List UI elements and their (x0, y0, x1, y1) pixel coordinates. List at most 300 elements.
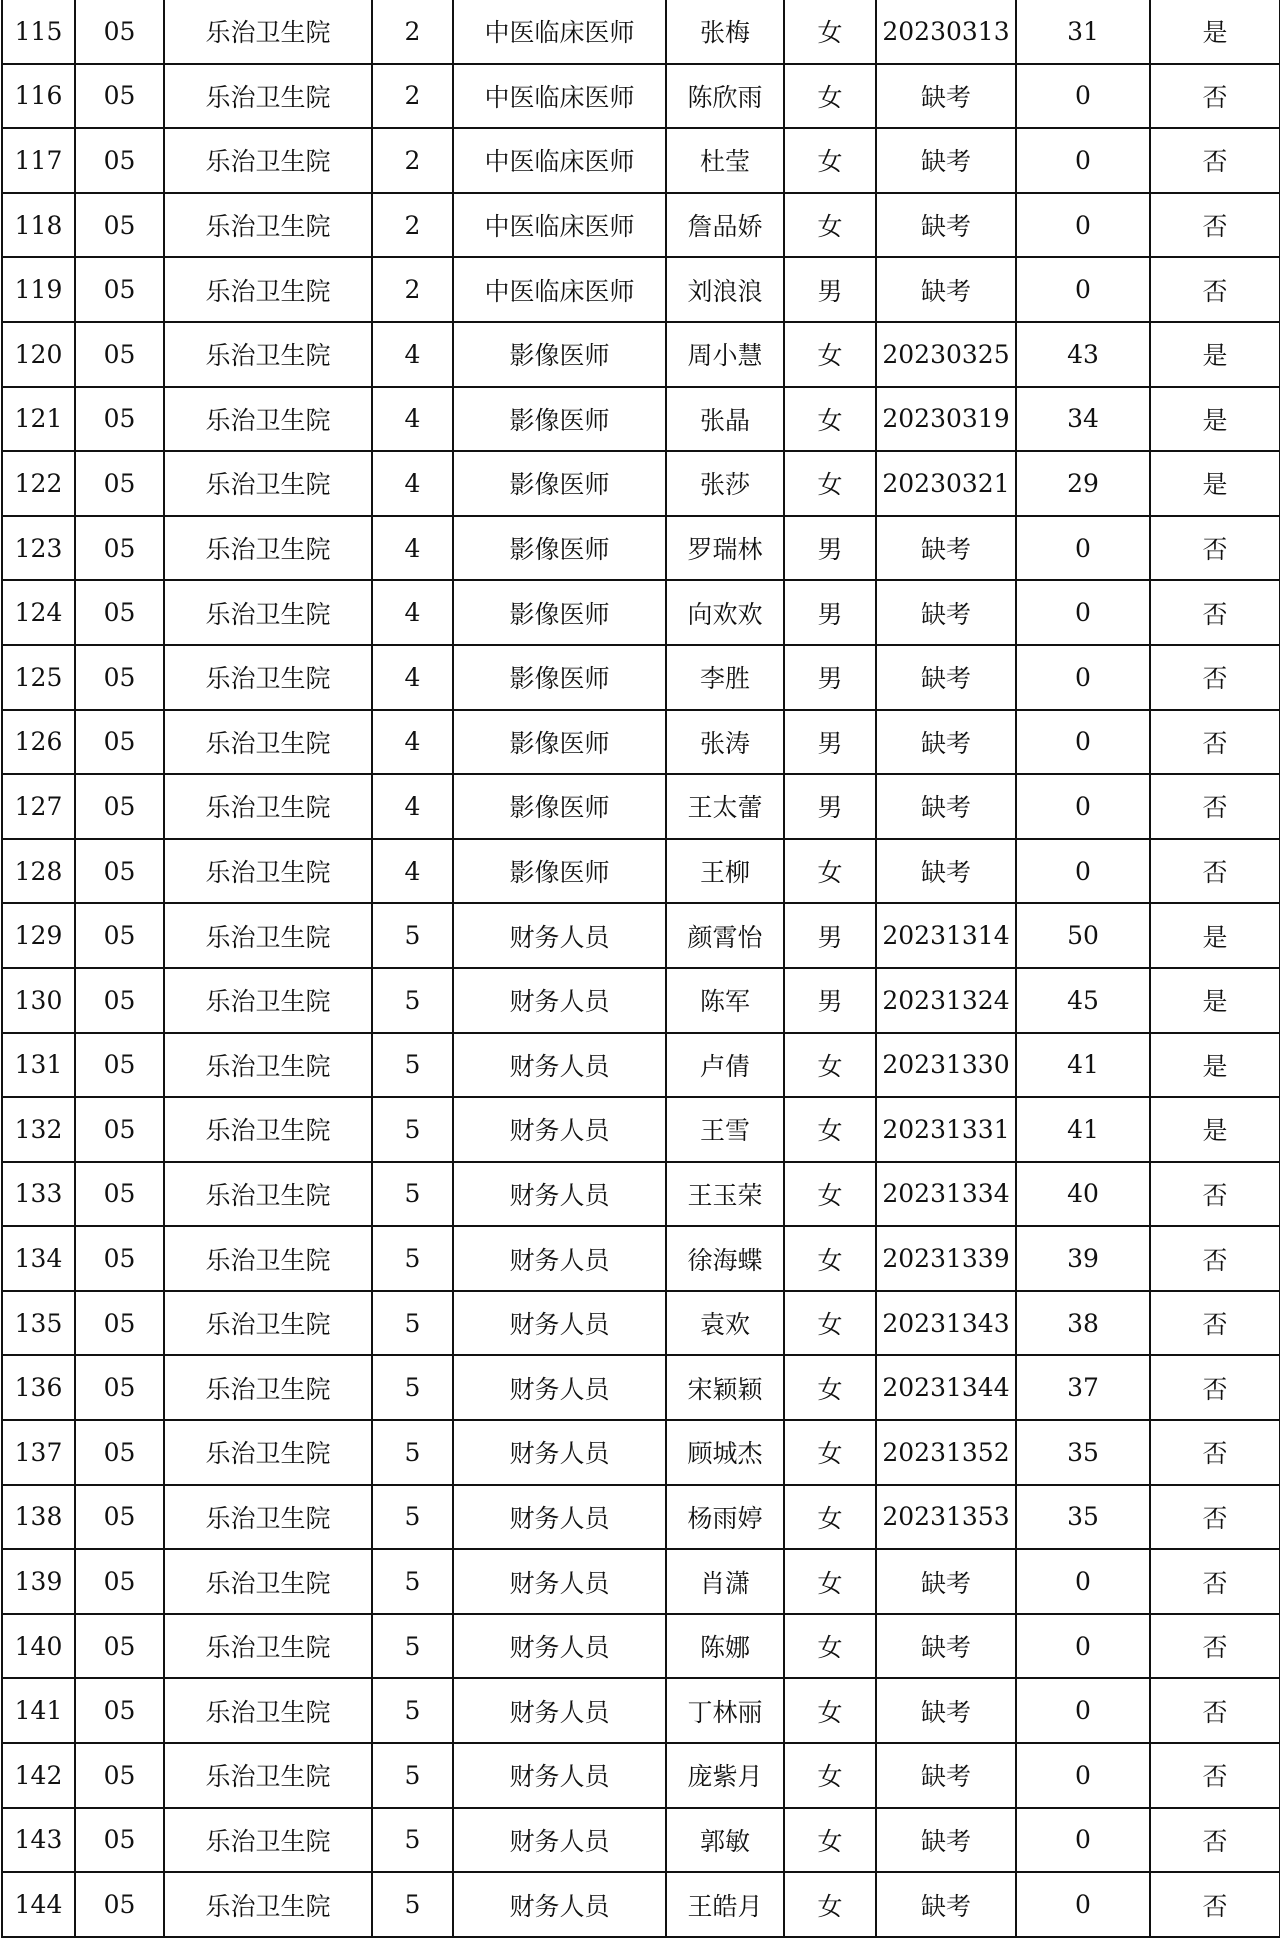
gender-cell: 男 (784, 516, 876, 581)
serial-number-cell: 141 (2, 1678, 75, 1743)
position-code-cell: 2 (372, 128, 453, 193)
table-row (2, 516, 1280, 581)
unit-code-cell: 05 (75, 1808, 164, 1873)
position-cell: 影像医师 (453, 580, 666, 645)
name-cell: 王皓月 (666, 1872, 784, 1937)
table-row (2, 1549, 1280, 1614)
gender-cell: 女 (784, 1808, 876, 1873)
institution-cell: 乐治卫生院 (164, 1097, 372, 1162)
serial-number-cell: 124 (2, 580, 75, 645)
qualified-cell: 否 (1150, 1420, 1280, 1485)
table-row (2, 1226, 1280, 1291)
unit-code-cell: 05 (75, 128, 164, 193)
institution-cell: 乐治卫生院 (164, 0, 372, 64)
serial-number-cell: 128 (2, 839, 75, 904)
institution-cell: 乐治卫生院 (164, 774, 372, 839)
gender-cell: 女 (784, 322, 876, 387)
exam-number-cell: 缺考 (876, 128, 1016, 193)
serial-number-cell: 120 (2, 322, 75, 387)
position-code-cell: 4 (372, 516, 453, 581)
exam-number-cell: 缺考 (876, 1872, 1016, 1937)
unit-code-cell: 05 (75, 1033, 164, 1098)
qualified-cell: 否 (1150, 257, 1280, 322)
position-code-cell: 4 (372, 580, 453, 645)
position-cell: 财务人员 (453, 1226, 666, 1291)
exam-number-cell: 缺考 (876, 193, 1016, 258)
position-code-cell: 2 (372, 257, 453, 322)
qualified-cell: 是 (1150, 322, 1280, 387)
unit-code-cell: 05 (75, 645, 164, 710)
score-cell: 0 (1016, 193, 1150, 258)
score-cell: 0 (1016, 774, 1150, 839)
position-cell: 影像医师 (453, 451, 666, 516)
unit-code-cell: 05 (75, 257, 164, 322)
position-cell: 影像医师 (453, 387, 666, 452)
exam-number-cell: 缺考 (876, 1678, 1016, 1743)
serial-number-cell: 122 (2, 451, 75, 516)
gender-cell: 男 (784, 645, 876, 710)
name-cell: 刘浪浪 (666, 257, 784, 322)
exam-number-cell: 缺考 (876, 516, 1016, 581)
institution-cell: 乐治卫生院 (164, 1485, 372, 1550)
table-row (2, 0, 1280, 64)
position-code-cell: 2 (372, 64, 453, 129)
serial-number-cell: 133 (2, 1162, 75, 1227)
score-cell: 50 (1016, 903, 1150, 968)
score-cell: 0 (1016, 1872, 1150, 1937)
score-cell: 29 (1016, 451, 1150, 516)
serial-number-cell: 123 (2, 516, 75, 581)
unit-code-cell: 05 (75, 903, 164, 968)
position-cell: 财务人员 (453, 1420, 666, 1485)
institution-cell: 乐治卫生院 (164, 1033, 372, 1098)
exam-number-cell: 缺考 (876, 1614, 1016, 1679)
name-cell: 陈军 (666, 968, 784, 1033)
exam-number-cell: 缺考 (876, 645, 1016, 710)
serial-number-cell: 140 (2, 1614, 75, 1679)
unit-code-cell: 05 (75, 580, 164, 645)
position-code-cell: 2 (372, 0, 453, 64)
score-cell: 0 (1016, 128, 1150, 193)
qualified-cell: 是 (1150, 1097, 1280, 1162)
position-cell: 影像医师 (453, 710, 666, 775)
position-cell: 影像医师 (453, 645, 666, 710)
table-row (2, 1485, 1280, 1550)
serial-number-cell: 134 (2, 1226, 75, 1291)
qualified-cell: 否 (1150, 193, 1280, 258)
institution-cell: 乐治卫生院 (164, 1355, 372, 1420)
score-cell: 41 (1016, 1097, 1150, 1162)
position-cell: 中医临床医师 (453, 193, 666, 258)
score-cell: 0 (1016, 839, 1150, 904)
score-cell: 41 (1016, 1033, 1150, 1098)
table-row (2, 839, 1280, 904)
gender-cell: 女 (784, 839, 876, 904)
gender-cell: 女 (784, 64, 876, 129)
position-code-cell: 5 (372, 1291, 453, 1356)
qualified-cell: 否 (1150, 1162, 1280, 1227)
institution-cell: 乐治卫生院 (164, 1743, 372, 1808)
position-code-cell: 4 (372, 839, 453, 904)
serial-number-cell: 129 (2, 903, 75, 968)
gender-cell: 男 (784, 774, 876, 839)
table-row (2, 1743, 1280, 1808)
position-code-cell: 4 (372, 645, 453, 710)
score-cell: 0 (1016, 516, 1150, 581)
qualified-cell: 是 (1150, 903, 1280, 968)
exam-number-cell: 20231352 (876, 1420, 1016, 1485)
table-row (2, 257, 1280, 322)
unit-code-cell: 05 (75, 1291, 164, 1356)
table-row (2, 580, 1280, 645)
institution-cell: 乐治卫生院 (164, 839, 372, 904)
unit-code-cell: 05 (75, 451, 164, 516)
position-cell: 财务人员 (453, 1485, 666, 1550)
table-row (2, 968, 1280, 1033)
unit-code-cell: 05 (75, 64, 164, 129)
unit-code-cell: 05 (75, 1097, 164, 1162)
qualified-cell: 否 (1150, 1808, 1280, 1873)
position-cell: 财务人员 (453, 1291, 666, 1356)
institution-cell: 乐治卫生院 (164, 1872, 372, 1937)
score-cell: 45 (1016, 968, 1150, 1033)
position-code-cell: 4 (372, 387, 453, 452)
unit-code-cell: 05 (75, 193, 164, 258)
gender-cell: 女 (784, 1162, 876, 1227)
qualified-cell: 是 (1150, 0, 1280, 64)
score-cell: 0 (1016, 1808, 1150, 1873)
institution-cell: 乐治卫生院 (164, 387, 372, 452)
position-cell: 财务人员 (453, 1808, 666, 1873)
position-cell: 财务人员 (453, 1355, 666, 1420)
serial-number-cell: 126 (2, 710, 75, 775)
gender-cell: 女 (784, 1485, 876, 1550)
exam-number-cell: 20230321 (876, 451, 1016, 516)
unit-code-cell: 05 (75, 774, 164, 839)
unit-code-cell: 05 (75, 1485, 164, 1550)
position-cell: 财务人员 (453, 968, 666, 1033)
qualified-cell: 否 (1150, 710, 1280, 775)
exam-number-cell: 20230319 (876, 387, 1016, 452)
table-row (2, 1808, 1280, 1873)
exam-number-cell: 缺考 (876, 839, 1016, 904)
table-row (2, 322, 1280, 387)
score-cell: 0 (1016, 257, 1150, 322)
exam-number-cell: 20231331 (876, 1097, 1016, 1162)
gender-cell: 女 (784, 0, 876, 64)
position-cell: 中医临床医师 (453, 64, 666, 129)
gender-cell: 女 (784, 387, 876, 452)
score-cell: 39 (1016, 1226, 1150, 1291)
institution-cell: 乐治卫生院 (164, 968, 372, 1033)
score-cell: 40 (1016, 1162, 1150, 1227)
gender-cell: 女 (784, 1743, 876, 1808)
score-cell: 0 (1016, 1743, 1150, 1808)
gender-cell: 女 (784, 1033, 876, 1098)
gender-cell: 女 (784, 1355, 876, 1420)
serial-number-cell: 144 (2, 1872, 75, 1937)
position-code-cell: 4 (372, 451, 453, 516)
position-code-cell: 5 (372, 1033, 453, 1098)
name-cell: 徐海蝶 (666, 1226, 784, 1291)
qualified-cell: 否 (1150, 128, 1280, 193)
qualified-cell: 否 (1150, 516, 1280, 581)
name-cell: 顾城杰 (666, 1420, 784, 1485)
unit-code-cell: 05 (75, 1162, 164, 1227)
table-row (2, 1678, 1280, 1743)
serial-number-cell: 143 (2, 1808, 75, 1873)
position-code-cell: 4 (372, 322, 453, 387)
exam-number-cell: 缺考 (876, 774, 1016, 839)
unit-code-cell: 05 (75, 1743, 164, 1808)
gender-cell: 女 (784, 1614, 876, 1679)
name-cell: 王雪 (666, 1097, 784, 1162)
qualified-cell: 否 (1150, 580, 1280, 645)
position-cell: 影像医师 (453, 322, 666, 387)
qualified-cell: 否 (1150, 1678, 1280, 1743)
serial-number-cell: 131 (2, 1033, 75, 1098)
table-row (2, 387, 1280, 452)
gender-cell: 女 (784, 193, 876, 258)
position-code-cell: 5 (372, 1097, 453, 1162)
name-cell: 杨雨婷 (666, 1485, 784, 1550)
name-cell: 罗瑞林 (666, 516, 784, 581)
score-cell: 43 (1016, 322, 1150, 387)
position-cell: 影像医师 (453, 516, 666, 581)
gender-cell: 男 (784, 903, 876, 968)
name-cell: 张晶 (666, 387, 784, 452)
unit-code-cell: 05 (75, 710, 164, 775)
exam-number-cell: 20231324 (876, 968, 1016, 1033)
score-cell: 37 (1016, 1355, 1150, 1420)
institution-cell: 乐治卫生院 (164, 1162, 372, 1227)
institution-cell: 乐治卫生院 (164, 128, 372, 193)
exam-number-cell: 缺考 (876, 1808, 1016, 1873)
exam-number-cell: 20231344 (876, 1355, 1016, 1420)
position-code-cell: 5 (372, 1614, 453, 1679)
table-row (2, 128, 1280, 193)
table-row (2, 645, 1280, 710)
exam-number-cell: 20231314 (876, 903, 1016, 968)
exam-number-cell: 20231339 (876, 1226, 1016, 1291)
serial-number-cell: 127 (2, 774, 75, 839)
serial-number-cell: 116 (2, 64, 75, 129)
serial-number-cell: 137 (2, 1420, 75, 1485)
exam-number-cell: 20231334 (876, 1162, 1016, 1227)
serial-number-cell: 136 (2, 1355, 75, 1420)
score-cell: 35 (1016, 1420, 1150, 1485)
serial-number-cell: 139 (2, 1549, 75, 1614)
name-cell: 袁欢 (666, 1291, 784, 1356)
qualified-cell: 是 (1150, 968, 1280, 1033)
unit-code-cell: 05 (75, 839, 164, 904)
qualified-cell: 否 (1150, 1549, 1280, 1614)
table-row (2, 1355, 1280, 1420)
table-row (2, 1614, 1280, 1679)
table-row (2, 903, 1280, 968)
name-cell: 陈欣雨 (666, 64, 784, 129)
unit-code-cell: 05 (75, 387, 164, 452)
institution-cell: 乐治卫生院 (164, 1678, 372, 1743)
table-row (2, 774, 1280, 839)
institution-cell: 乐治卫生院 (164, 1549, 372, 1614)
serial-number-cell: 119 (2, 257, 75, 322)
name-cell: 宋颖颖 (666, 1355, 784, 1420)
exam-number-cell: 20231353 (876, 1485, 1016, 1550)
name-cell: 肖潇 (666, 1549, 784, 1614)
unit-code-cell: 05 (75, 1549, 164, 1614)
unit-code-cell: 05 (75, 0, 164, 64)
name-cell: 王太蕾 (666, 774, 784, 839)
position-cell: 财务人员 (453, 1678, 666, 1743)
score-cell: 0 (1016, 64, 1150, 129)
serial-number-cell: 135 (2, 1291, 75, 1356)
gender-cell: 男 (784, 257, 876, 322)
serial-number-cell: 115 (2, 0, 75, 64)
institution-cell: 乐治卫生院 (164, 1226, 372, 1291)
unit-code-cell: 05 (75, 1420, 164, 1485)
gender-cell: 女 (784, 1872, 876, 1937)
position-cell: 财务人员 (453, 1614, 666, 1679)
position-cell: 中医临床医师 (453, 257, 666, 322)
table-row (2, 1291, 1280, 1356)
gender-cell: 女 (784, 1549, 876, 1614)
name-cell: 张梅 (666, 0, 784, 64)
score-cell: 31 (1016, 0, 1150, 64)
exam-number-cell: 缺考 (876, 257, 1016, 322)
position-code-cell: 5 (372, 1420, 453, 1485)
institution-cell: 乐治卫生院 (164, 645, 372, 710)
institution-cell: 乐治卫生院 (164, 1614, 372, 1679)
position-cell: 财务人员 (453, 1162, 666, 1227)
position-cell: 中医临床医师 (453, 128, 666, 193)
name-cell: 张莎 (666, 451, 784, 516)
position-cell: 中医临床医师 (453, 0, 666, 64)
name-cell: 庞紫月 (666, 1743, 784, 1808)
qualified-cell: 否 (1150, 1355, 1280, 1420)
score-cell: 0 (1016, 645, 1150, 710)
gender-cell: 男 (784, 968, 876, 1033)
position-cell: 财务人员 (453, 1033, 666, 1098)
position-cell: 财务人员 (453, 1743, 666, 1808)
unit-code-cell: 05 (75, 1355, 164, 1420)
position-code-cell: 5 (372, 1355, 453, 1420)
position-code-cell: 2 (372, 193, 453, 258)
exam-number-cell: 缺考 (876, 64, 1016, 129)
table-body (2, 0, 1280, 1937)
position-cell: 影像医师 (453, 839, 666, 904)
serial-number-cell: 125 (2, 645, 75, 710)
institution-cell: 乐治卫生院 (164, 451, 372, 516)
position-code-cell: 5 (372, 1485, 453, 1550)
exam-number-cell: 20231343 (876, 1291, 1016, 1356)
exam-number-cell: 缺考 (876, 1549, 1016, 1614)
qualified-cell: 是 (1150, 451, 1280, 516)
table-row (2, 64, 1280, 129)
qualified-cell: 否 (1150, 645, 1280, 710)
qualified-cell: 否 (1150, 1485, 1280, 1550)
unit-code-cell: 05 (75, 1678, 164, 1743)
name-cell: 向欢欢 (666, 580, 784, 645)
position-code-cell: 5 (372, 903, 453, 968)
serial-number-cell: 138 (2, 1485, 75, 1550)
exam-number-cell: 20230325 (876, 322, 1016, 387)
qualified-cell: 否 (1150, 64, 1280, 129)
position-code-cell: 5 (372, 1678, 453, 1743)
serial-number-cell: 142 (2, 1743, 75, 1808)
position-code-cell: 5 (372, 1162, 453, 1227)
position-code-cell: 5 (372, 1226, 453, 1291)
position-code-cell: 5 (372, 1743, 453, 1808)
qualified-cell: 否 (1150, 1743, 1280, 1808)
table-row (2, 1162, 1280, 1227)
name-cell: 丁林丽 (666, 1678, 784, 1743)
serial-number-cell: 132 (2, 1097, 75, 1162)
serial-number-cell: 121 (2, 387, 75, 452)
position-code-cell: 5 (372, 1808, 453, 1873)
gender-cell: 男 (784, 710, 876, 775)
exam-number-cell: 20231330 (876, 1033, 1016, 1098)
score-cell: 0 (1016, 710, 1150, 775)
institution-cell: 乐治卫生院 (164, 322, 372, 387)
qualified-cell: 否 (1150, 1872, 1280, 1937)
unit-code-cell: 05 (75, 516, 164, 581)
exam-number-cell: 缺考 (876, 1743, 1016, 1808)
table-row (2, 193, 1280, 258)
table-row (2, 1420, 1280, 1485)
position-code-cell: 4 (372, 774, 453, 839)
institution-cell: 乐治卫生院 (164, 1291, 372, 1356)
exam-number-cell: 缺考 (876, 580, 1016, 645)
institution-cell: 乐治卫生院 (164, 903, 372, 968)
name-cell: 陈娜 (666, 1614, 784, 1679)
qualified-cell: 是 (1150, 1033, 1280, 1098)
score-cell: 0 (1016, 1678, 1150, 1743)
table-row (2, 451, 1280, 516)
unit-code-cell: 05 (75, 1614, 164, 1679)
gender-cell: 女 (784, 1291, 876, 1356)
results-table (1, 0, 1280, 1938)
score-cell: 0 (1016, 1549, 1150, 1614)
score-cell: 35 (1016, 1485, 1150, 1550)
gender-cell: 女 (784, 1678, 876, 1743)
institution-cell: 乐治卫生院 (164, 257, 372, 322)
institution-cell: 乐治卫生院 (164, 1808, 372, 1873)
position-cell: 财务人员 (453, 1097, 666, 1162)
name-cell: 周小慧 (666, 322, 784, 387)
gender-cell: 女 (784, 1097, 876, 1162)
institution-cell: 乐治卫生院 (164, 1420, 372, 1485)
position-cell: 财务人员 (453, 1549, 666, 1614)
position-code-cell: 4 (372, 710, 453, 775)
table-row (2, 1097, 1280, 1162)
gender-cell: 男 (784, 580, 876, 645)
unit-code-cell: 05 (75, 1872, 164, 1937)
qualified-cell: 否 (1150, 1614, 1280, 1679)
serial-number-cell: 130 (2, 968, 75, 1033)
name-cell: 郭敏 (666, 1808, 784, 1873)
gender-cell: 女 (784, 1226, 876, 1291)
exam-number-cell: 20230313 (876, 0, 1016, 64)
position-code-cell: 5 (372, 1872, 453, 1937)
position-cell: 财务人员 (453, 1872, 666, 1937)
score-cell: 38 (1016, 1291, 1150, 1356)
institution-cell: 乐治卫生院 (164, 710, 372, 775)
table-row (2, 710, 1280, 775)
gender-cell: 女 (784, 1420, 876, 1485)
institution-cell: 乐治卫生院 (164, 193, 372, 258)
serial-number-cell: 118 (2, 193, 75, 258)
